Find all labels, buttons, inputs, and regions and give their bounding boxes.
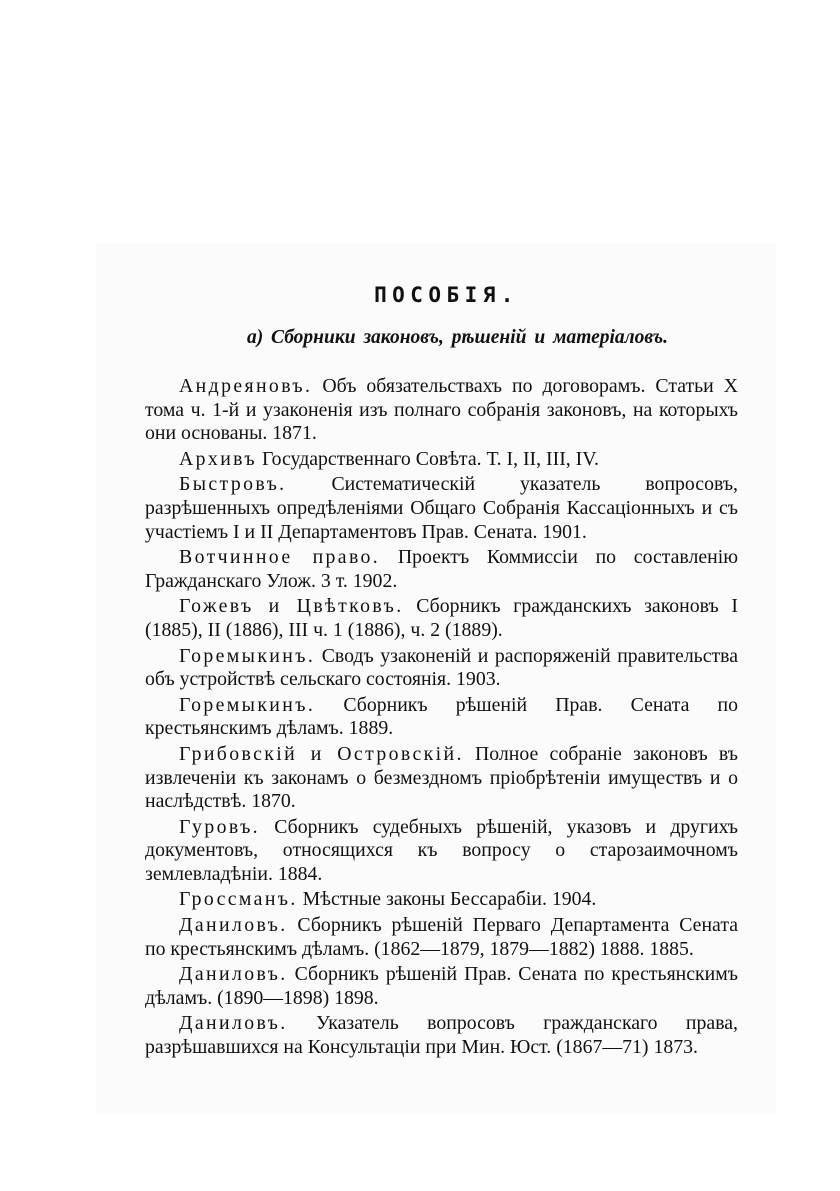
entry-author: Вотчинное право. (179, 546, 381, 569)
entry-author: Грибовскій и Островскій. (179, 742, 464, 765)
bibliography-entry (145, 448, 738, 472)
entry-text: Систематическій указатель вопросовъ, разрѣшенныхъ опредѣленіями Общаго Собранія Кассаціонныхъ и съ участіемъ I и II Департаментовъ Прав. Сената. 1901. (145, 473, 738, 543)
entry-author: Архивъ (179, 447, 257, 470)
bibliography-entry (145, 375, 738, 446)
entry-author: Гуровъ. (179, 815, 261, 838)
entry-author: Даниловъ. (179, 1012, 288, 1035)
entry-author: Гроссманъ. (179, 888, 298, 911)
entry-text: Сборникъ гражданскихъ законовъ I (1885), II (1886), III ч. 1 (1886), ч. 2 (1889). (145, 595, 738, 641)
bibliography-entry (145, 546, 738, 593)
subsection-title: а) Сборники законовъ, рѣшеній и матеріаловъ. (246, 327, 669, 348)
entry-text: Объ обязательствахъ по договорамъ. Статьи X тома ч. 1-й и узаконенія изъ полнаго собранія законовъ, на которыхъ они основаны. 1871. (145, 375, 738, 445)
bibliography-entry (145, 595, 738, 642)
bibliography-entry (145, 645, 738, 692)
bibliography-entry (145, 888, 738, 912)
entry-author: Горемыкинъ. (179, 693, 316, 716)
bibliography-entry (145, 963, 738, 1010)
entry-text: Государственнаго Совѣта. Т. I, II, III, IV. (261, 447, 599, 470)
bibliography-entry (145, 694, 738, 741)
bibliography-entry (145, 816, 738, 887)
entry-author: Даниловъ. (179, 963, 288, 986)
entry-text: Мѣстные законы Бессарабіи. 1904. (302, 888, 597, 911)
entry-text: Сборникъ судебныхъ рѣшеній, указовъ и другихъ документовъ, относящихся къ вопросу о старозаимочномъ землевладѣніи. 1884. (145, 815, 738, 885)
entry-author: Горемыкинъ. (179, 644, 316, 667)
bibliography-entry (145, 743, 738, 814)
entry-text: Сборникъ рѣшеній Прав. Сената по крестьянскимъ дѣламъ. 1889. (145, 693, 738, 740)
entry-text: Указатель вопросовъ гражданскаго права, разрѣшавшихся на Консультаціи при Мин. Юст. (1867—71) 1873. (145, 1012, 738, 1059)
page-content (145, 283, 738, 1062)
section-title: ПОСОБІЯ. (374, 283, 519, 307)
entry-author: Гожевъ и Цвѣтковъ. (179, 595, 404, 618)
bibliography-list (145, 375, 738, 1060)
entry-author: Даниловъ. (179, 914, 288, 937)
entry-text: Сборникъ рѣшеній Прав. Сената по крестьянскимъ дѣламъ. (1890—1898) 1898. (145, 963, 738, 1009)
bibliography-entry (145, 1012, 738, 1059)
bibliography-entry (145, 473, 738, 544)
entry-author: Быстровъ. (179, 473, 287, 496)
entry-text: Сводъ узаконеній и распоряженій правительства объ устройствѣ сельскаго состоянія. 1903. (145, 644, 738, 691)
entry-text: Сборникъ рѣшеній Перваго Департамента Сената по крестьянскимъ дѣламъ. (1862—1879, 1879—1882) 1888. 1885. (145, 914, 738, 960)
entry-text: Полное собраніе законовъ въ извлеченіи къ законамъ о безмездномъ пріобрѣтеніи имуществъ и о наслѣдствѣ. 1870. (145, 742, 738, 813)
bibliography-entry (145, 914, 738, 961)
entry-author: Андреяновъ. (179, 375, 313, 397)
entry-text: Проектъ Коммиссіи по составленію Гражданскаго Улож. 3 т. 1902. (145, 546, 738, 592)
